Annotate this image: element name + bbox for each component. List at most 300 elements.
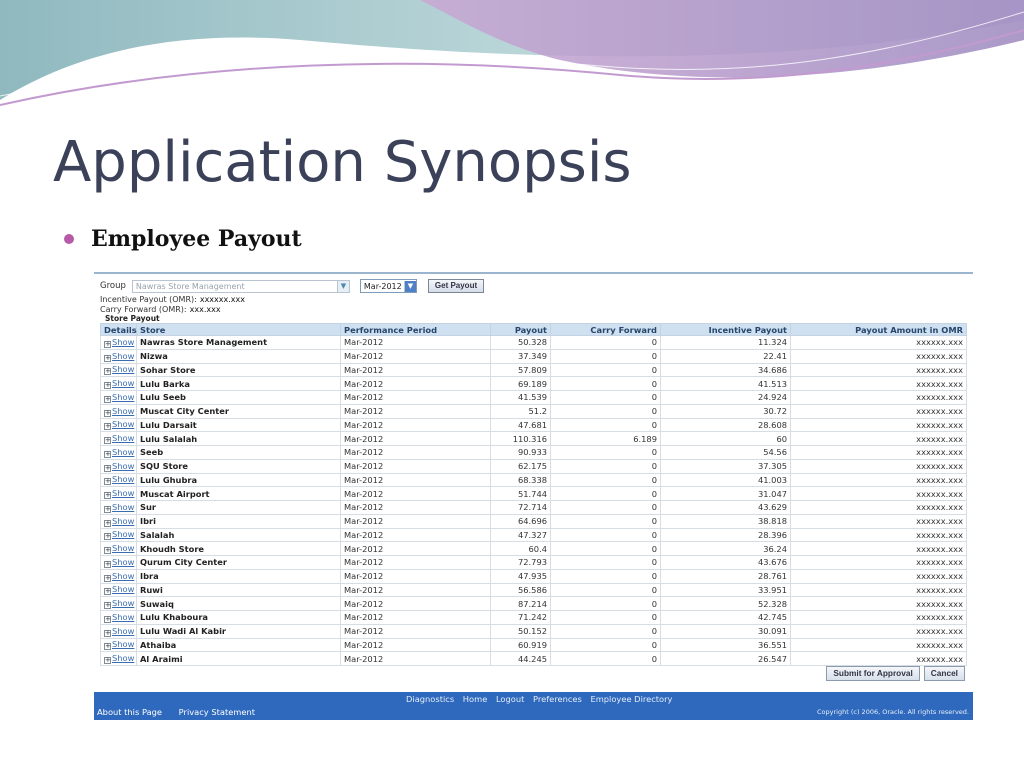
store-name: Nawras Store Management [140,337,268,348]
incentive-cell: 52.328 [661,597,791,611]
group-select[interactable] [132,280,350,293]
incentive-cell: 31.047 [661,487,791,501]
payout-cell: 90.933 [491,446,551,460]
store-name: Lulu Ghubra [140,474,198,485]
table-row [101,542,967,556]
expand-plus-icon[interactable]: + [105,628,111,637]
action-buttons [822,666,965,681]
payout-cell: 50.152 [491,624,551,638]
details-cell [101,336,137,350]
group-label: Group [100,281,126,291]
month-select-value: Mar-2012 [363,281,402,291]
bullet-item [64,226,302,252]
store-name: Qurum City Center [140,557,227,568]
incentive-cell: 30.091 [661,624,791,638]
carry-forward-cell: 0 [551,459,661,473]
store-cell [137,528,341,542]
carry-forward-cell: 6.189 [551,432,661,446]
payout-cell: 56.586 [491,583,551,597]
store-cell [137,556,341,570]
submit-for-approval-button[interactable]: Submit for Approval [826,666,919,681]
store-name: Al Araimi [140,653,183,664]
table-row [101,446,967,460]
payout-amount-cell: xxxxxx.xxx [791,446,967,460]
payout-amount-cell: xxxxxx.xxx [791,363,967,377]
expand-plus-icon[interactable]: + [105,532,111,541]
incentive-payout-line [100,295,245,304]
carry-forward-cell: 0 [551,569,661,583]
carry-forward-cell: 0 [551,611,661,625]
col-header-incentive: Incentive Payout [661,324,791,336]
details-cell [101,363,137,377]
payout-cell: 51.2 [491,404,551,418]
incentive-cell: 26.547 [661,652,791,666]
incentive-cell: 34.686 [661,363,791,377]
store-cell [137,652,341,666]
store-name: Suwaiq [140,598,174,609]
incentive-cell: 33.951 [661,583,791,597]
period-cell: Mar-2012 [341,501,491,515]
payout-cell: 57.809 [491,363,551,377]
details-cell [101,569,137,583]
store-cell [137,638,341,652]
footer-links [406,694,678,704]
footer-link-home[interactable]: Home [462,694,488,704]
store-cell [137,473,341,487]
details-cell [101,542,137,556]
show-details-link[interactable]: Show [112,639,135,650]
store-name: Seeb [140,447,164,458]
store-name: SQU Store [140,461,189,472]
store-name: Lulu Darsait [140,419,197,430]
incentive-cell: 43.629 [661,501,791,515]
table-row [101,638,967,652]
show-details-link[interactable]: Show [112,543,135,554]
show-details-link[interactable]: Show [112,419,135,430]
table-row [101,473,967,487]
store-name: Salalah [140,529,175,540]
store-name: Lulu Salalah [140,433,198,444]
incentive-cell: 22.41 [661,349,791,363]
payout-cell: 69.189 [491,377,551,391]
incentive-cell: 11.324 [661,336,791,350]
store-cell [137,459,341,473]
show-details-link[interactable]: Show [112,625,135,636]
store-cell [137,542,341,556]
payout-cell: 47.935 [491,569,551,583]
details-cell [101,432,137,446]
payout-cell: 72.714 [491,501,551,515]
store-cell [137,611,341,625]
carry-forward-cell: 0 [551,473,661,487]
payout-cell: 47.681 [491,418,551,432]
payout-cell: 87.214 [491,597,551,611]
expand-plus-icon[interactable]: + [105,559,111,568]
carry-forward-cell: 0 [551,391,661,405]
expand-plus-icon[interactable]: + [105,546,111,555]
payout-cell: 41.539 [491,391,551,405]
incentive-cell: 28.396 [661,528,791,542]
show-details-link[interactable]: Show [112,529,135,540]
details-cell [101,624,137,638]
details-cell [101,473,137,487]
details-cell [101,638,137,652]
store-name: Nizwa [140,351,168,362]
period-cell: Mar-2012 [341,569,491,583]
period-cell: Mar-2012 [341,638,491,652]
footer-about [97,707,269,717]
payout-amount-cell: xxxxxx.xxx [791,569,967,583]
store-cell [137,391,341,405]
table-row [101,652,967,666]
store-cell [137,583,341,597]
table-row [101,583,967,597]
incentive-cell: 36.551 [661,638,791,652]
payout-amount-cell: xxxxxx.xxx [791,583,967,597]
carry-forward-cell: 0 [551,556,661,570]
details-cell [101,487,137,501]
incentive-payout-value: xxxxxx.xxx [199,295,245,304]
incentive-cell: 42.745 [661,611,791,625]
col-header-details: Details [101,324,137,336]
expand-plus-icon[interactable]: + [105,614,111,623]
show-details-link[interactable]: Show [112,598,135,609]
show-details-link[interactable]: Show [112,391,135,402]
period-cell: Mar-2012 [341,336,491,350]
expand-plus-icon[interactable]: + [105,408,111,417]
store-name: Sohar Store [140,364,196,375]
payout-amount-cell: xxxxxx.xxx [791,542,967,556]
carry-forward-value: xxx.xxx [189,305,221,314]
incentive-cell: 41.003 [661,473,791,487]
details-cell [101,652,137,666]
details-cell [101,583,137,597]
show-details-link[interactable]: Show [112,364,135,375]
table-row [101,556,967,570]
table-row [101,349,967,363]
carry-forward-cell: 0 [551,404,661,418]
carry-forward-label: Carry Forward (OMR): [100,305,187,314]
period-cell: Mar-2012 [341,624,491,638]
store-name: Lulu Barka [140,378,190,389]
table-row [101,501,967,515]
payout-amount-cell: xxxxxx.xxx [791,597,967,611]
store-cell [137,432,341,446]
details-cell [101,556,137,570]
col-header-amount: Payout Amount in OMR [791,324,967,336]
incentive-cell: 28.761 [661,569,791,583]
bullet-text: Employee Payout [91,226,302,252]
show-details-link[interactable]: Show [112,474,135,485]
incentive-cell: 36.24 [661,542,791,556]
table-row [101,624,967,638]
period-cell: Mar-2012 [341,418,491,432]
details-cell [101,528,137,542]
period-cell: Mar-2012 [341,528,491,542]
show-details-link[interactable]: Show [112,653,135,664]
payout-amount-cell: xxxxxx.xxx [791,391,967,405]
footer-link-logout[interactable]: Logout [495,694,525,704]
copyright-text: Copyright (c) 2006, Oracle. All rights reserved. [817,708,969,716]
bullet-dot-icon [64,234,74,244]
expand-plus-icon[interactable]: + [105,394,111,403]
table-row [101,432,967,446]
expand-plus-icon[interactable]: + [105,491,111,500]
table-row [101,528,967,542]
carry-forward-cell: 0 [551,528,661,542]
incentive-cell: 54.56 [661,446,791,460]
carry-forward-cell: 0 [551,418,661,432]
details-cell [101,349,137,363]
store-cell [137,501,341,515]
period-cell: Mar-2012 [341,652,491,666]
payout-cell: 64.696 [491,514,551,528]
show-details-link[interactable]: Show [112,515,135,526]
expand-plus-icon[interactable]: + [105,601,111,610]
store-cell [137,418,341,432]
chevron-down-icon[interactable]: ▼ [404,281,416,292]
show-details-link[interactable]: Show [112,350,135,361]
get-payout-button[interactable]: Get Payout [428,279,484,293]
carry-forward-cell: 0 [551,487,661,501]
about-page-link[interactable]: About this Page [97,707,163,717]
incentive-cell: 43.676 [661,556,791,570]
show-details-link[interactable]: Show [112,378,135,389]
show-details-link[interactable]: Show [112,336,135,347]
payout-amount-cell: xxxxxx.xxx [791,336,967,350]
show-details-link[interactable]: Show [112,405,135,416]
expand-plus-icon[interactable]: + [105,656,111,665]
store-payout-table [100,323,967,666]
table-row [101,418,967,432]
show-details-link[interactable]: Show [112,570,135,581]
details-cell [101,446,137,460]
table-row [101,487,967,501]
period-cell: Mar-2012 [341,473,491,487]
period-cell: Mar-2012 [341,542,491,556]
period-cell: Mar-2012 [341,514,491,528]
col-header-payout: Payout [491,324,551,336]
details-cell [101,391,137,405]
incentive-payout-label: Incentive Payout (OMR): [100,295,197,304]
payout-amount-cell: xxxxxx.xxx [791,638,967,652]
table-row [101,597,967,611]
details-cell [101,459,137,473]
period-cell: Mar-2012 [341,404,491,418]
period-cell: Mar-2012 [341,377,491,391]
store-cell [137,514,341,528]
incentive-cell: 30.72 [661,404,791,418]
payout-amount-cell: xxxxxx.xxx [791,349,967,363]
show-details-link[interactable]: Show [112,556,135,567]
expand-plus-icon[interactable]: + [105,518,111,527]
store-cell [137,624,341,638]
slide-title: Application Synopsis [53,130,632,195]
carry-forward-cell: 0 [551,501,661,515]
table-row [101,391,967,405]
payout-amount-cell: xxxxxx.xxx [791,611,967,625]
payout-cell: 71.242 [491,611,551,625]
payout-amount-cell: xxxxxx.xxx [791,624,967,638]
details-cell [101,418,137,432]
details-cell [101,501,137,515]
details-cell [101,514,137,528]
expand-plus-icon[interactable]: + [105,353,111,362]
table-row [101,459,967,473]
details-cell [101,404,137,418]
store-cell [137,349,341,363]
expand-plus-icon[interactable]: + [105,449,111,458]
store-name: Ruwi [140,584,163,595]
expand-plus-icon[interactable]: + [105,463,111,472]
expand-plus-icon[interactable]: + [105,436,111,445]
store-name: Sur [140,502,156,513]
table-row [101,404,967,418]
period-cell: Mar-2012 [341,487,491,501]
col-header-carry-forward: Carry Forward [551,324,661,336]
details-cell [101,377,137,391]
footer-link-diagnostics[interactable]: Diagnostics [406,694,455,704]
store-name: Lulu Khaboura [140,612,209,623]
table-row [101,363,967,377]
store-cell [137,363,341,377]
month-select[interactable] [360,279,417,293]
carry-forward-cell: 0 [551,638,661,652]
payout-amount-cell: xxxxxx.xxx [791,528,967,542]
payout-amount-cell: xxxxxx.xxx [791,432,967,446]
payout-amount-cell: xxxxxx.xxx [791,377,967,391]
carry-forward-cell: 0 [551,542,661,556]
expand-plus-icon[interactable]: + [105,339,111,348]
carry-forward-cell: 0 [551,377,661,391]
store-payout-caption: Store Payout [105,314,160,323]
expand-plus-icon[interactable]: + [105,573,111,582]
payout-amount-cell: xxxxxx.xxx [791,556,967,570]
show-details-link[interactable]: Show [112,488,135,499]
carry-forward-cell: 0 [551,514,661,528]
store-cell [137,487,341,501]
privacy-statement-link[interactable]: Privacy Statement [178,707,256,717]
payout-cell: 68.338 [491,473,551,487]
show-details-link[interactable]: Show [112,611,135,622]
payout-cell: 44.245 [491,652,551,666]
cancel-button[interactable]: Cancel [924,666,965,681]
store-cell [137,569,341,583]
payout-amount-cell: xxxxxx.xxx [791,501,967,515]
carry-forward-cell: 0 [551,446,661,460]
payout-cell: 60.919 [491,638,551,652]
incentive-cell: 37.305 [661,459,791,473]
payout-amount-cell: xxxxxx.xxx [791,473,967,487]
footer-link-employee-directory[interactable]: Employee Directory [590,694,673,704]
expand-plus-icon[interactable]: + [105,504,111,513]
table-row [101,611,967,625]
chevron-down-icon[interactable]: ▼ [337,281,349,292]
incentive-cell: 28.608 [661,418,791,432]
period-cell: Mar-2012 [341,611,491,625]
incentive-cell: 60 [661,432,791,446]
group-select-value: Nawras Store Management [135,281,245,291]
period-cell: Mar-2012 [341,363,491,377]
period-cell: Mar-2012 [341,597,491,611]
carry-forward-line [100,305,221,314]
period-cell: Mar-2012 [341,349,491,363]
payout-amount-cell: xxxxxx.xxx [791,487,967,501]
store-name: Lulu Seeb [140,392,187,403]
carry-forward-cell: 0 [551,349,661,363]
payout-app-screenshot [94,272,973,718]
filter-row [100,279,484,293]
period-cell: Mar-2012 [341,391,491,405]
incentive-cell: 38.818 [661,514,791,528]
store-name: Athaiba [140,639,177,650]
expand-plus-icon[interactable]: + [105,367,111,376]
store-name: Lulu Wadi Al Kabir [140,626,227,637]
payout-cell: 72.793 [491,556,551,570]
payout-amount-cell: xxxxxx.xxx [791,404,967,418]
expand-plus-icon[interactable]: + [105,642,111,651]
incentive-cell: 41.513 [661,377,791,391]
period-cell: Mar-2012 [341,583,491,597]
show-details-link[interactable]: Show [112,584,135,595]
store-name: Muscat City Center [140,406,229,417]
expand-plus-icon[interactable]: + [105,477,111,486]
col-header-store: Store [137,324,341,336]
store-cell [137,446,341,460]
table-row [101,377,967,391]
header-swoosh-decoration [0,0,1024,120]
payout-cell: 60.4 [491,542,551,556]
store-cell [137,377,341,391]
period-cell: Mar-2012 [341,459,491,473]
table-row [101,336,967,350]
payout-amount-cell: xxxxxx.xxx [791,459,967,473]
store-cell [137,404,341,418]
expand-plus-icon[interactable]: + [105,381,111,390]
payout-amount-cell: xxxxxx.xxx [791,514,967,528]
show-details-link[interactable]: Show [112,433,135,444]
payout-amount-cell: xxxxxx.xxx [791,652,967,666]
carry-forward-cell: 0 [551,336,661,350]
store-cell [137,336,341,350]
payout-cell: 50.328 [491,336,551,350]
payout-cell: 47.327 [491,528,551,542]
expand-plus-icon[interactable]: + [105,422,111,431]
show-details-link[interactable]: Show [112,460,135,471]
footer-link-preferences[interactable]: Preferences [533,694,582,704]
payout-cell: 62.175 [491,459,551,473]
table-header-row [101,324,967,336]
payout-cell: 110.316 [491,432,551,446]
period-cell: Mar-2012 [341,432,491,446]
expand-plus-icon[interactable]: + [105,587,111,596]
table-row [101,569,967,583]
store-name: Muscat Airport [140,488,210,499]
show-details-link[interactable]: Show [112,446,135,457]
footer-bar [94,692,973,720]
payout-cell: 51.744 [491,487,551,501]
carry-forward-cell: 0 [551,363,661,377]
show-details-link[interactable]: Show [112,501,135,512]
carry-forward-cell: 0 [551,624,661,638]
payout-amount-cell: xxxxxx.xxx [791,418,967,432]
details-cell [101,597,137,611]
store-name: Khoudh Store [140,543,205,554]
col-header-period: Performance Period [341,324,491,336]
details-cell [101,611,137,625]
period-cell: Mar-2012 [341,556,491,570]
incentive-cell: 24.924 [661,391,791,405]
